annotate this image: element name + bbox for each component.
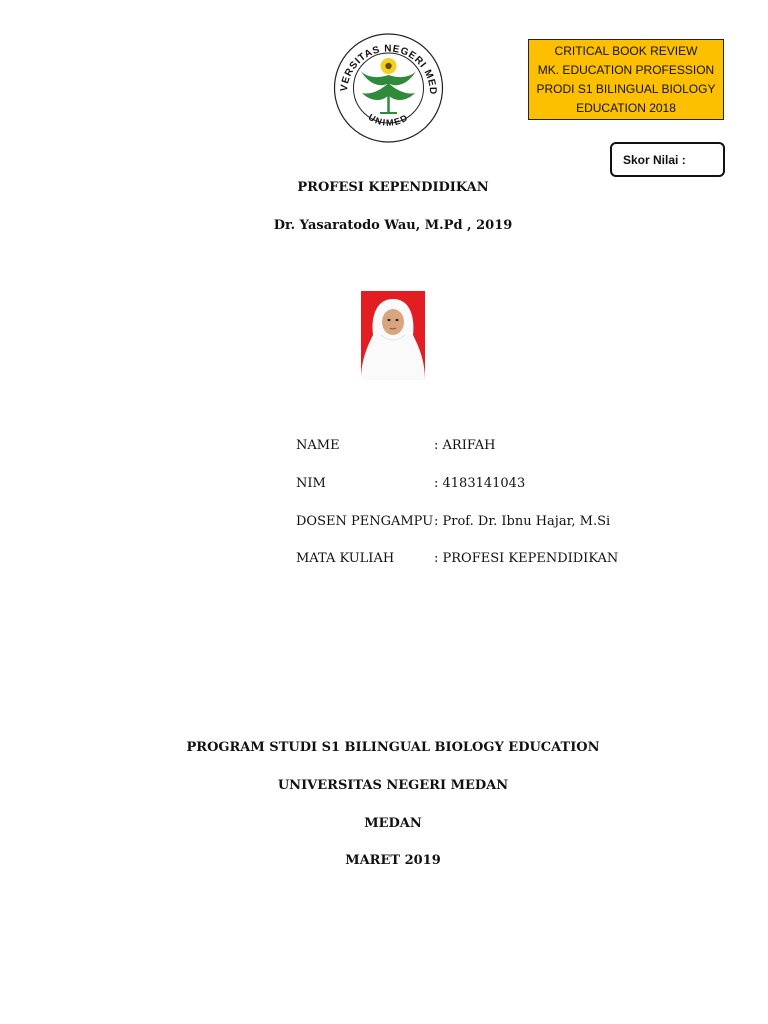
info-key: NAME (296, 438, 340, 453)
university-logo (332, 33, 445, 143)
info-key: MATA KULIAH (296, 551, 395, 566)
program-name: PROGRAM STUDI S1 BILINGUAL BIOLOGY EDUCATION (186, 740, 600, 755)
info-key: NIM (296, 476, 326, 491)
info-value: : Prof. Dr. Ibnu Hajar, M.Si (434, 514, 611, 529)
info-value: : ARIFAH (434, 438, 496, 453)
student-photo (361, 291, 425, 380)
review-line-3: PRODI S1 BILINGUAL BIOLOGY (536, 81, 716, 96)
svg-text:UNIVERSITAS NEGERI MEDAN: VERSITAS NEGERI MED (338, 43, 439, 96)
student-photo-icon (361, 291, 425, 380)
university-crest-icon (332, 33, 445, 143)
svg-text:UNIMED: UNIMED (366, 111, 411, 128)
review-title-box (528, 39, 724, 120)
city-name: MEDAN (364, 816, 422, 831)
university-name: UNIVERSITAS NEGERI MEDAN (277, 778, 509, 793)
review-line-4: EDUCATION 2018 (576, 100, 676, 115)
info-key: DOSEN PENGAMPU (296, 514, 434, 529)
date-text: MARET 2019 (345, 853, 441, 868)
info-value: : PROFESI KEPENDIDIKAN (434, 551, 619, 566)
score-label: Skor Nilai : (623, 153, 686, 167)
book-title: PROFESI KEPENDIDIKAN (297, 180, 489, 195)
book-author: Dr. Yasaratodo Wau, M.Pd , 2019 (273, 218, 513, 233)
score-box (610, 142, 725, 177)
info-value: : 4183141043 (434, 476, 526, 491)
review-line-2: MK. EDUCATION PROFESSION (537, 62, 715, 77)
review-line-1: CRITICAL BOOK REVIEW (554, 43, 698, 58)
